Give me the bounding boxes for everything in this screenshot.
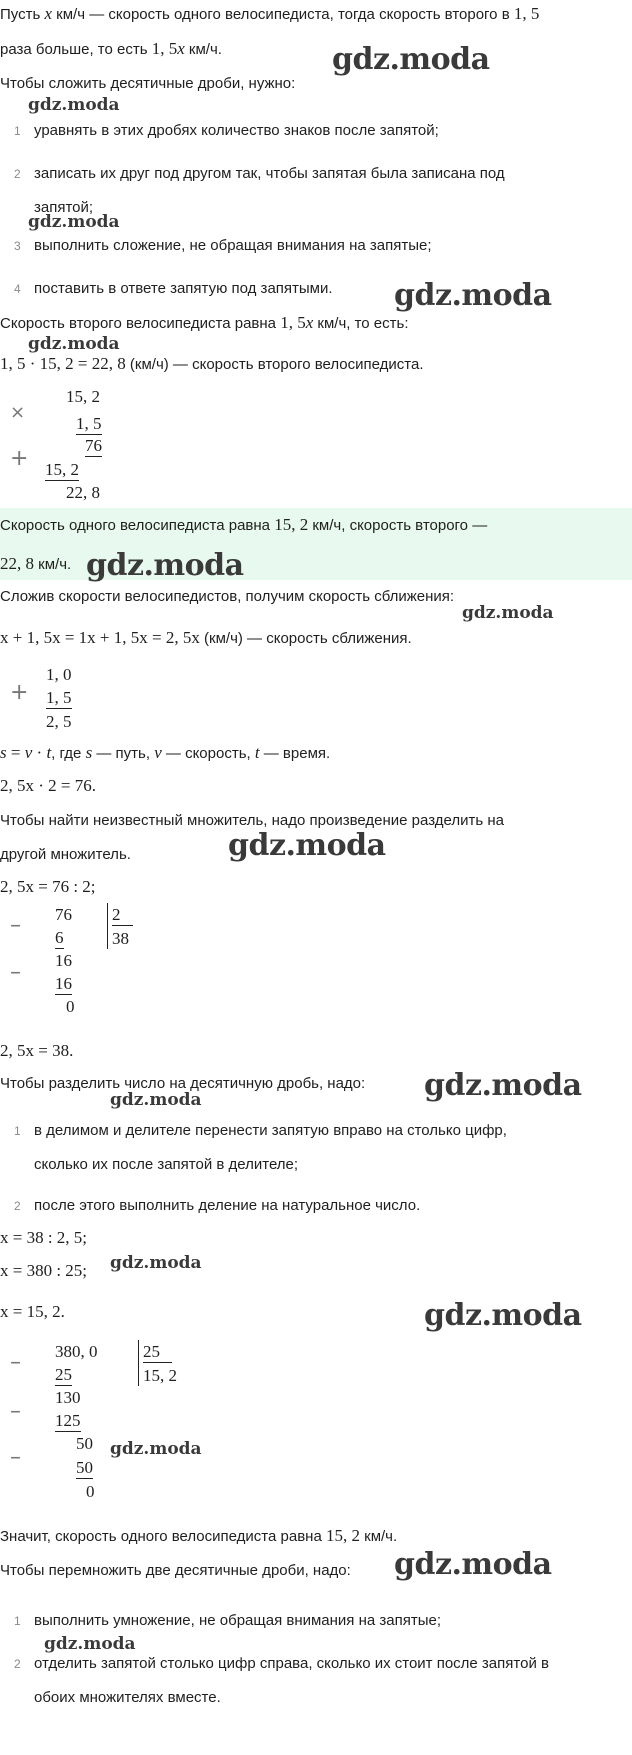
equation-6: x = 15, 2.	[0, 1302, 65, 1321]
div2-remainder: 0	[86, 1482, 95, 1501]
plus-sign: +	[10, 680, 29, 705]
minus-sign: –	[10, 960, 21, 985]
equation-4: x = 38 : 2, 5;	[0, 1228, 88, 1247]
factor-rule-2: другой множитель.	[0, 846, 131, 863]
add-operand-a: 1, 0	[46, 665, 72, 684]
div2-bracket	[138, 1340, 139, 1386]
list-item: 2 отделить запятой столько цифр справа, сколько их стоит после запятой в	[14, 1655, 549, 1672]
conclusion-line: Значит, скорость одного велосипедиста равна 15, 2 км/ч.	[0, 1526, 398, 1545]
equation-3: 2, 5x = 38.	[0, 1041, 74, 1060]
watermark-logo: gdz.moda	[28, 334, 120, 354]
div1-step-2: 16	[55, 951, 72, 970]
intro-line-1: Пусть x км/ч — скорость одного велосипедиста, тогда скорость второго в 1, 5	[0, 4, 540, 23]
watermark-logo: gdz.moda	[462, 603, 554, 623]
watermark-logo: gdz.moda	[86, 548, 244, 583]
mul-partial: 76	[85, 436, 102, 455]
distance-formula: s = v · t, где s — путь, v — скорость, t — время.	[0, 743, 331, 762]
watermark-logo: gdz.moda	[424, 1298, 582, 1333]
add-operand-b: 1, 5	[46, 688, 72, 707]
div2-step-4: 50	[76, 1434, 93, 1453]
list-item: 4 поставить в ответе запятую под запятыми.	[14, 280, 333, 297]
watermark-logo: gdz.moda	[424, 1068, 582, 1103]
speed-second-calc: 1, 5 · 15, 2 = 22, 8 (км/ч) — скорость второго велосипедиста.	[0, 354, 424, 373]
watermark-logo: gdz.moda	[228, 828, 386, 863]
div2-quotient: 15, 2	[143, 1366, 177, 1385]
watermark-logo: gdz.moda	[110, 1253, 202, 1273]
div2-step-5: 50	[76, 1458, 93, 1477]
equation-1: 2, 5x · 2 = 76.	[0, 776, 96, 795]
watermark-logo: gdz.moda	[332, 42, 490, 77]
watermark-logo: gdz.moda	[44, 1634, 136, 1654]
minus-sign: –	[10, 1399, 21, 1424]
closing-speed-heading: Сложив скорости велосипедистов, получим скорость сближения:	[0, 588, 455, 605]
multiplication-rule-heading: Чтобы перемножить две десятичные дроби, надо:	[0, 1562, 351, 1579]
list-item: 2 записать их друг под другом так, чтобы запятая была записана под	[14, 165, 505, 182]
div1-divisor: 2	[112, 905, 133, 926]
div2-divisor: 25	[143, 1342, 172, 1363]
div2-step-3: 125	[55, 1411, 81, 1430]
minus-sign: –	[10, 1445, 21, 1470]
list-item: запятой;	[34, 199, 94, 216]
watermark-logo: gdz.moda	[28, 95, 120, 115]
multiply-sign: ×	[10, 402, 26, 423]
list-item: обоих множителях вместе.	[34, 1689, 221, 1706]
mul-operand-b: 1, 5	[76, 414, 102, 433]
watermark-logo: gdz.moda	[110, 1090, 202, 1110]
div2-dividend: 380, 0	[55, 1342, 98, 1361]
mul-result: 22, 8	[66, 483, 100, 502]
answer-line-1: Скорость одного велосипедиста равна 15, 2 км/ч, скорость второго —	[0, 515, 488, 534]
list-item: 3 выполнить сложение, не обращая внимания на запятые;	[14, 237, 432, 254]
addition-rule-heading: Чтобы сложить десятичные дроби, нужно:	[0, 75, 296, 92]
closing-speed-formula: x + 1, 5x = 1x + 1, 5x = 2, 5x (км/ч) — скорость сближения.	[0, 628, 412, 647]
list-item: 1 выполнить умножение, не обращая внимания на запятые;	[14, 1612, 442, 1629]
answer-line-2: 22, 8 км/ч.	[0, 554, 72, 573]
div1-step-3: 16	[55, 974, 72, 993]
minus-sign: –	[10, 1350, 21, 1375]
watermark-logo: gdz.moda	[394, 1547, 552, 1582]
div2-step-1: 25	[55, 1365, 72, 1384]
factor-rule-1: Чтобы найти неизвестный множитель, надо произведение разделить на	[0, 812, 504, 829]
add-result: 2, 5	[46, 712, 72, 731]
div1-quotient: 38	[112, 929, 129, 948]
mul-operand-a: 15, 2	[66, 387, 100, 406]
list-item: 2 после этого выполнить деление на натуральное число.	[14, 1197, 421, 1214]
mul-partial-shifted: 15, 2	[45, 460, 79, 479]
plus-sign: +	[10, 446, 29, 471]
watermark-logo: gdz.moda	[110, 1439, 202, 1459]
div1-dividend: 76	[55, 905, 72, 924]
watermark-logo: gdz.moda	[28, 212, 120, 232]
division-rule-heading: Чтобы разделить число на десятичную дробь, надо:	[0, 1075, 366, 1092]
list-item: сколько их после запятой в делителе;	[34, 1156, 299, 1173]
watermark-logo: gdz.moda	[394, 278, 552, 313]
speed-second-line: Скорость второго велосипедиста равна 1, 5x км/ч, то есть:	[0, 313, 409, 332]
div1-bracket	[107, 903, 108, 949]
list-item: 1 в делимом и делителе перенести запятую вправо на столько цифр,	[14, 1122, 507, 1139]
equation-2: 2, 5x = 76 : 2;	[0, 877, 96, 896]
equation-5: x = 380 : 25;	[0, 1261, 88, 1280]
intro-line-2: раза больше, то есть 1, 5x км/ч.	[0, 39, 222, 58]
div1-step-1: 6	[55, 928, 64, 947]
div1-remainder: 0	[66, 997, 75, 1016]
list-item: 1 уравнять в этих дробях количество знаков после запятой;	[14, 122, 439, 139]
minus-sign: –	[10, 913, 21, 938]
div2-step-2: 130	[55, 1388, 81, 1407]
